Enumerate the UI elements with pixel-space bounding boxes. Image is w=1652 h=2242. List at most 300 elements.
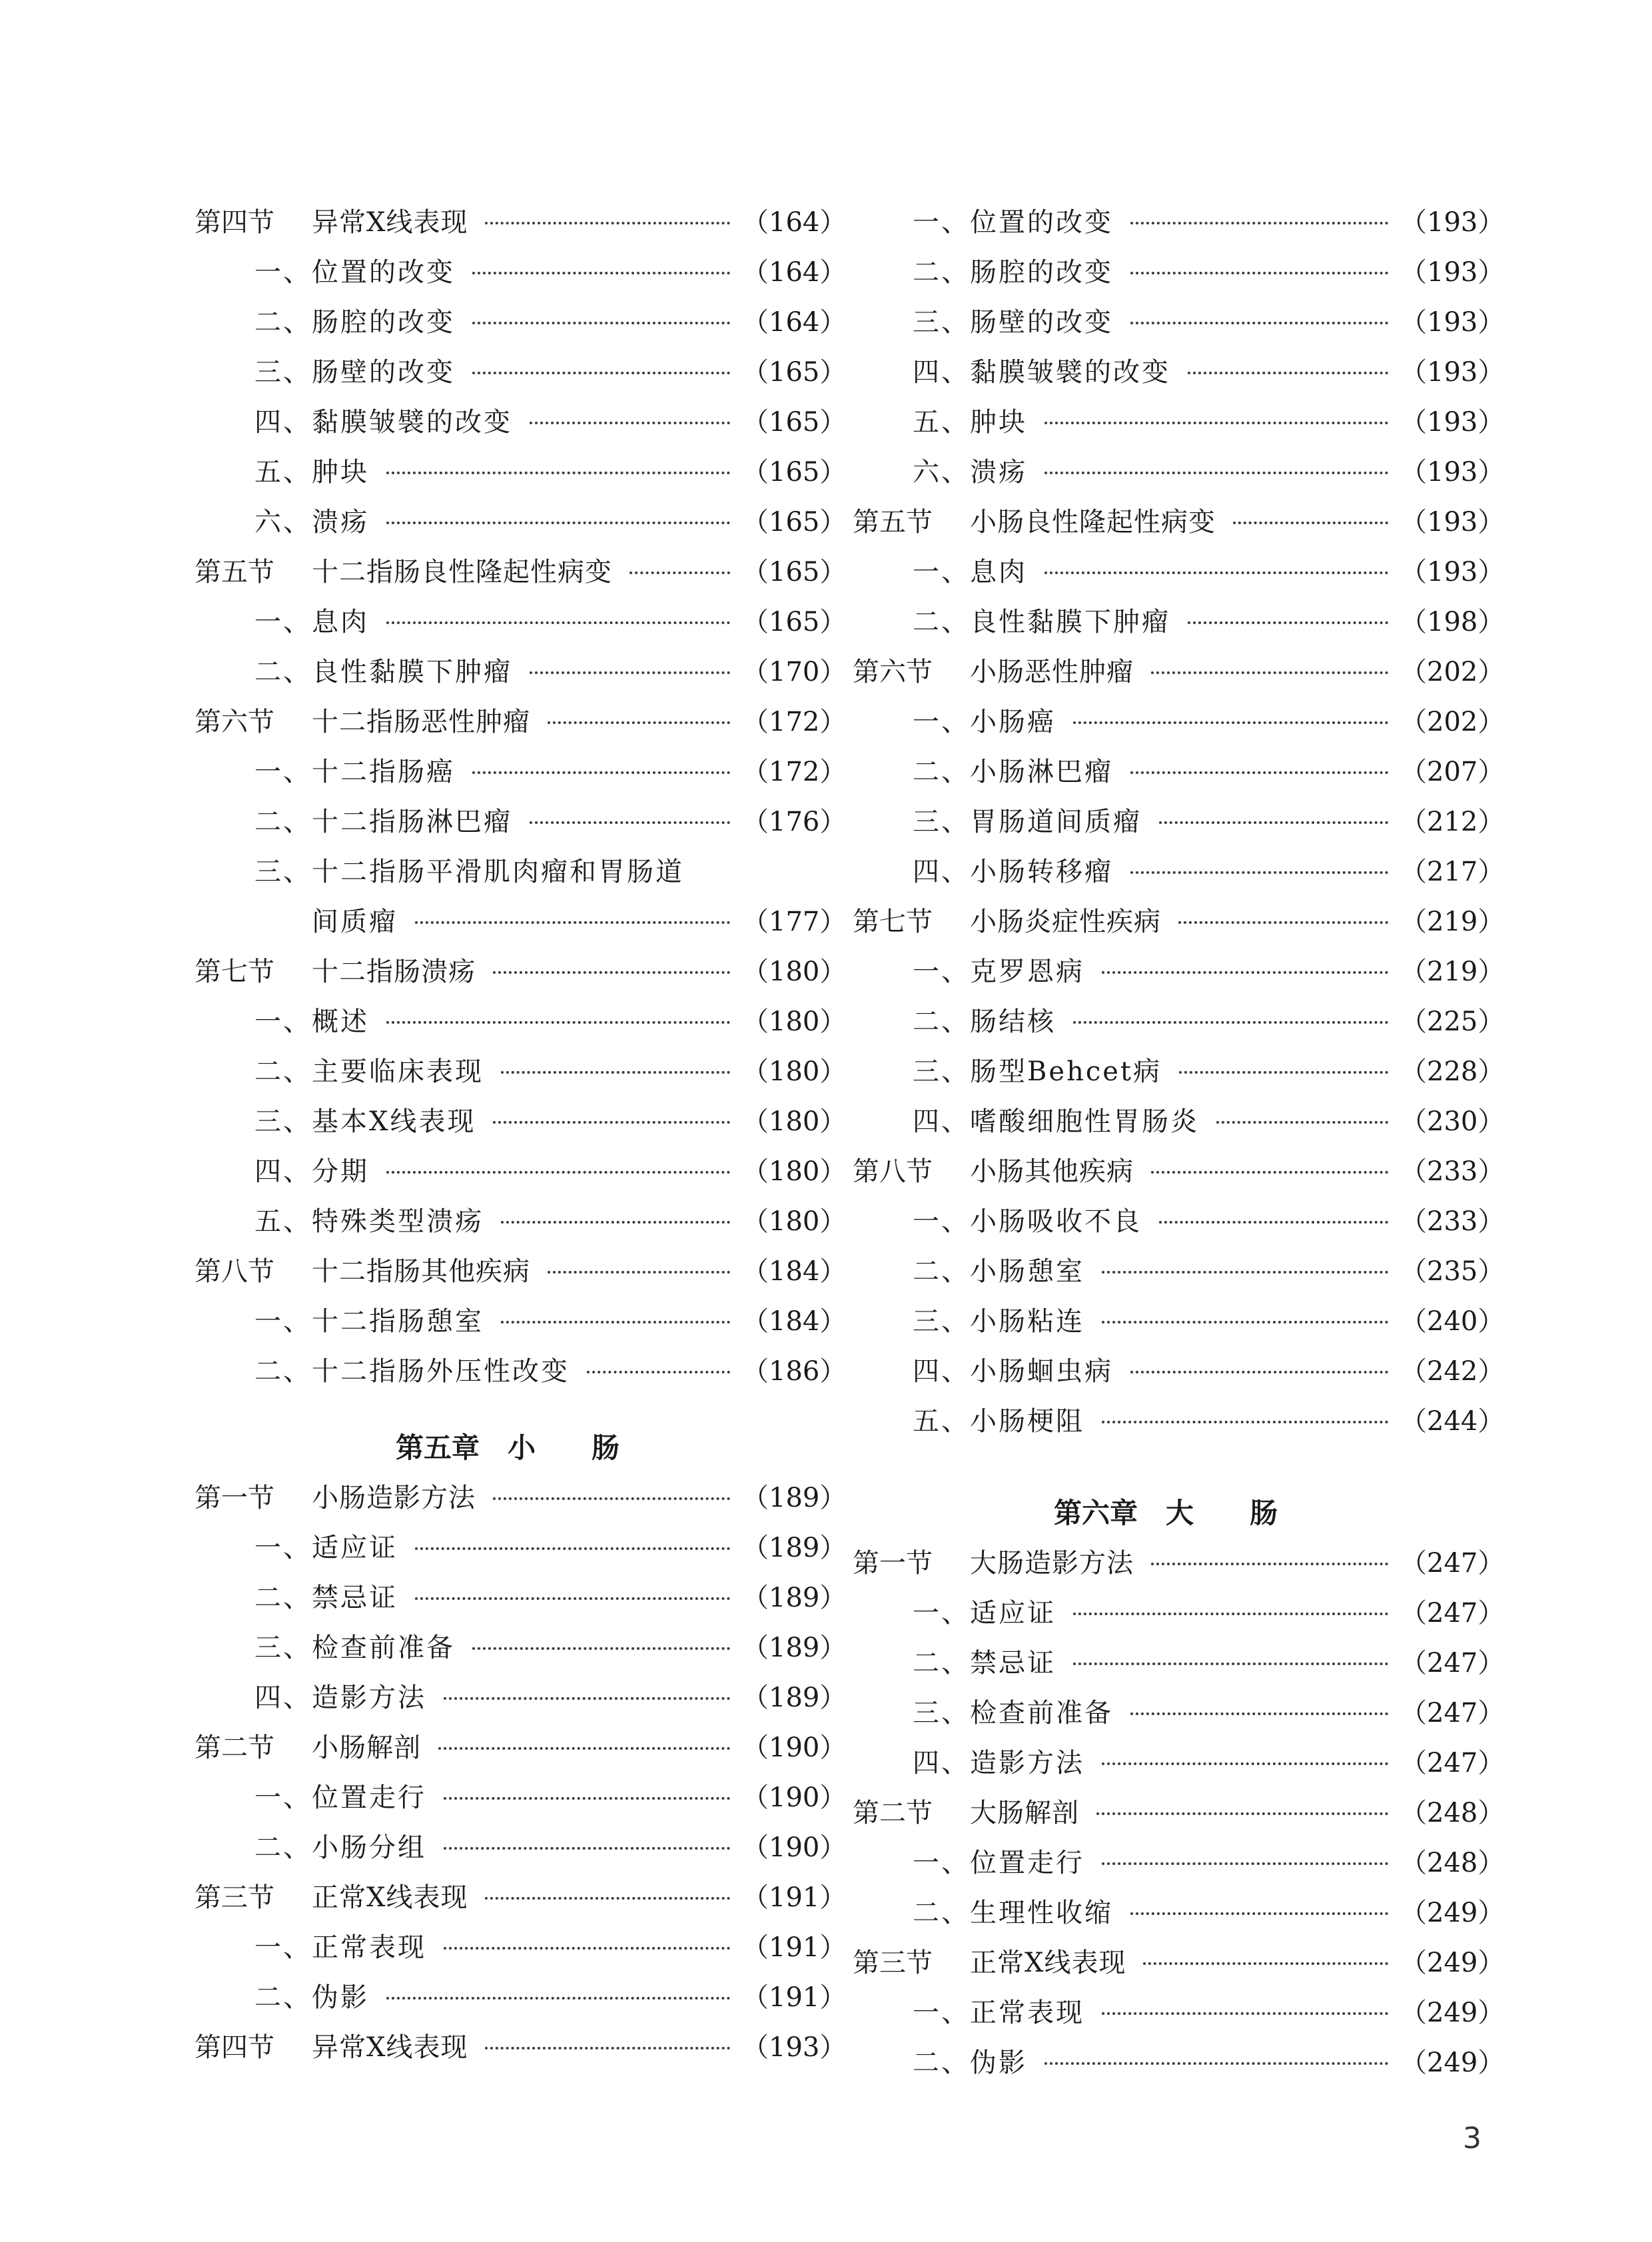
dot-leader — [1130, 222, 1388, 224]
toc-item-entry — [853, 595, 1505, 645]
dot-leader — [548, 721, 730, 724]
section-number: 第五节 — [195, 557, 274, 587]
section-number: 第二节 — [195, 1732, 274, 1763]
entry-title: 四、嗜酸细胞性胃肠炎 — [913, 1106, 1199, 1137]
entry-title: 小肠良性隆起性病变 — [970, 507, 1216, 538]
toc-item-entry — [853, 994, 1505, 1044]
toc-section-entry — [853, 495, 1505, 545]
toc-item-entry — [853, 795, 1505, 845]
page-reference: （189） — [742, 1583, 847, 1613]
entry-title: 大肠造影方法 — [970, 1548, 1134, 1579]
entry-title: 三、检查前准备 — [254, 1633, 455, 1663]
dot-leader — [1130, 771, 1388, 774]
dot-leader — [472, 372, 730, 374]
dot-leader — [587, 1371, 730, 1373]
toc-item-entry — [853, 845, 1505, 895]
dot-leader — [1143, 1962, 1388, 1965]
page-reference: （193） — [742, 2032, 847, 2063]
page-reference: （180） — [742, 1106, 847, 1137]
dot-leader — [1233, 522, 1388, 524]
entry-title: 一、位置走行 — [913, 1848, 1084, 1878]
toc-item-entry — [853, 1294, 1505, 1344]
toc-item-entry — [853, 1886, 1505, 1936]
entry-title: 二、小肠淋巴瘤 — [913, 757, 1113, 787]
dot-leader — [444, 1847, 730, 1850]
entry-title: 大肠解剖 — [970, 1798, 1079, 1828]
toc-item-entry — [853, 1094, 1505, 1144]
entry-title: 三、胃肠道间质瘤 — [913, 807, 1142, 837]
dot-leader — [438, 1747, 730, 1750]
page-reference: （248） — [1400, 1798, 1505, 1828]
entry-title: 三、肠壁的改变 — [913, 307, 1113, 338]
page-reference: （240） — [1400, 1306, 1505, 1337]
toc-item-entry — [853, 545, 1505, 595]
toc-section-entry — [195, 195, 847, 245]
entry-title: 小肠造影方法 — [312, 1483, 476, 1513]
dot-leader — [1178, 921, 1388, 924]
toc-item-entry — [853, 1686, 1505, 1736]
dot-leader — [1102, 971, 1388, 974]
entry-title: 三、肠壁的改变 — [254, 357, 455, 388]
dot-leader — [386, 621, 730, 624]
page-reference: （190） — [742, 1732, 847, 1763]
toc-item-entry — [195, 845, 821, 895]
entry-title: 一、适应证 — [913, 1598, 1056, 1629]
toc-section-entry — [853, 1536, 1505, 1586]
dot-leader — [1130, 1371, 1388, 1373]
page-reference: （247） — [1400, 1698, 1505, 1728]
dot-leader — [1130, 272, 1388, 274]
toc-item-entry — [853, 445, 1505, 495]
entry-title: 十二指肠溃疡 — [312, 956, 476, 987]
entry-title: 异常X线表现 — [312, 207, 468, 238]
spacer — [853, 1444, 1479, 1486]
toc-item-entry — [195, 1621, 847, 1671]
entry-title: 正常X线表现 — [312, 1882, 468, 1913]
entry-title: 一、息肉 — [254, 607, 369, 637]
entry-title: 十二指肠恶性肿瘤 — [312, 707, 530, 737]
section-number: 第三节 — [195, 1882, 274, 1913]
page-reference: （248） — [1400, 1848, 1505, 1878]
entry-title: 二、十二指肠外压性改变 — [254, 1356, 570, 1387]
dot-leader — [1130, 1712, 1388, 1715]
toc-item-entry — [195, 1820, 847, 1870]
dot-leader — [1044, 571, 1388, 574]
dot-leader — [1130, 322, 1388, 324]
toc-left-column — [195, 195, 847, 2070]
page-reference: （165） — [742, 607, 847, 637]
dot-leader — [1179, 1071, 1388, 1074]
dot-leader — [1102, 1421, 1388, 1423]
page-reference: （165） — [742, 357, 847, 388]
dot-leader — [493, 1121, 730, 1124]
entry-title: 十二指肠其他疾病 — [312, 1256, 530, 1287]
entry-title: 异常X线表现 — [312, 2032, 468, 2063]
dot-leader — [1188, 372, 1388, 374]
section-number: 第二节 — [853, 1798, 933, 1828]
dot-leader — [472, 322, 730, 324]
page-reference: （191） — [742, 1882, 847, 1913]
entry-title: 一、概述 — [254, 1006, 369, 1037]
entry-title: 四、黏膜皱襞的改变 — [254, 407, 512, 438]
toc-item-entry — [195, 1194, 847, 1244]
dot-leader — [415, 1597, 730, 1600]
dot-leader — [386, 1171, 730, 1174]
toc-section-entry — [195, 695, 847, 745]
page-reference: （233） — [1400, 1206, 1505, 1237]
toc-item-entry — [195, 795, 847, 845]
dot-leader — [415, 1547, 730, 1550]
page-reference: （165） — [742, 557, 847, 587]
entry-title: 一、克罗恩病 — [913, 956, 1084, 987]
entry-title: 二、良性黏膜下肿瘤 — [913, 607, 1170, 637]
entry-title: 一、适应证 — [254, 1533, 398, 1563]
page-reference: （249） — [1400, 2048, 1505, 2078]
entry-title: 一、正常表现 — [913, 1998, 1084, 2028]
toc-item-entry — [195, 1970, 847, 2020]
page-reference: （249） — [1400, 1948, 1505, 1978]
toc-item-entry — [853, 1586, 1505, 1636]
page-reference: （172） — [742, 757, 847, 787]
entry-title: 五、肿块 — [254, 457, 369, 488]
entry-title: 五、肿块 — [913, 407, 1027, 438]
entry-title: 二、肠腔的改变 — [254, 307, 455, 338]
page-reference: （193） — [1400, 407, 1505, 438]
page-reference: （247） — [1400, 1548, 1505, 1579]
entry-title: 四、小肠蛔虫病 — [913, 1356, 1113, 1387]
dot-leader — [444, 1697, 730, 1700]
page-reference: （165） — [742, 457, 847, 488]
page-reference: （225） — [1400, 1006, 1505, 1037]
page-reference: （249） — [1400, 1998, 1505, 2028]
page-reference: （193） — [1400, 307, 1505, 338]
entry-title: 五、小肠梗阻 — [913, 1406, 1084, 1437]
page-reference: （247） — [1400, 1648, 1505, 1679]
dot-leader — [485, 2047, 730, 2050]
toc-item-entry — [853, 1394, 1505, 1444]
page-reference: （247） — [1400, 1598, 1505, 1629]
dot-leader — [1159, 821, 1388, 824]
toc-item-entry — [853, 1986, 1505, 2036]
dot-leader — [1073, 1021, 1388, 1024]
dot-leader — [1151, 1563, 1388, 1565]
toc-section-entry — [195, 1471, 847, 1521]
toc-item-entry — [195, 595, 847, 645]
page-reference: （180） — [742, 1006, 847, 1037]
dot-leader — [1102, 2012, 1388, 2015]
page-reference: （189） — [742, 1533, 847, 1563]
dot-leader — [1073, 1613, 1388, 1615]
dot-leader — [1130, 871, 1388, 874]
dot-leader — [1130, 1912, 1388, 1915]
section-number: 第一节 — [195, 1483, 274, 1513]
dot-leader — [386, 1997, 730, 2000]
page-reference: （165） — [742, 407, 847, 438]
dot-leader — [415, 921, 730, 924]
toc-item-entry — [853, 295, 1505, 345]
page-reference: （189） — [742, 1682, 847, 1713]
section-number: 第七节 — [195, 956, 274, 987]
toc-item-entry — [195, 445, 847, 495]
dot-leader — [1216, 1121, 1388, 1124]
dot-leader — [493, 1497, 730, 1500]
page-reference: （233） — [1400, 1156, 1505, 1187]
entry-title: 二、禁忌证 — [254, 1583, 398, 1613]
toc-section-entry — [853, 1144, 1505, 1194]
entry-title: 二、生理性收缩 — [913, 1898, 1113, 1928]
page-reference: （164） — [742, 307, 847, 338]
toc-item-entry — [853, 695, 1505, 745]
dot-leader — [472, 272, 730, 274]
entry-title: 三、肠型Behcet病 — [913, 1056, 1162, 1087]
toc-entries-chapter-6 — [853, 1536, 1505, 2085]
section-number: 第四节 — [195, 207, 274, 238]
dot-leader — [1102, 1762, 1388, 1765]
entry-title: 正常X线表现 — [970, 1948, 1126, 1978]
page-reference: （193） — [1400, 257, 1505, 288]
toc-item-entry — [195, 1920, 847, 1970]
toc-item-entry — [195, 1094, 847, 1144]
entry-title: 一、息肉 — [913, 557, 1027, 587]
chapter-heading-6: 第六章 大 肠 — [1053, 1496, 1278, 1529]
page-reference: （191） — [742, 1932, 847, 1963]
toc-section-entry — [195, 1720, 847, 1770]
toc-item-entry — [195, 1144, 847, 1194]
dot-leader — [1044, 2062, 1388, 2065]
page-reference: （219） — [1400, 956, 1505, 987]
entry-title: 一、位置的改变 — [913, 207, 1113, 238]
dot-leader — [472, 771, 730, 774]
page-reference: （202） — [1400, 657, 1505, 687]
entry-title: 二、伪影 — [913, 2048, 1027, 2078]
toc-entries-before-chapter-5 — [195, 195, 847, 1394]
dot-leader — [1096, 1812, 1388, 1815]
page-reference: （177） — [742, 907, 847, 937]
toc-item-entry — [853, 1836, 1505, 1886]
toc-entries-before-chapter-6 — [853, 195, 1505, 1444]
page-reference: （230） — [1400, 1106, 1505, 1137]
entry-title: 一、小肠吸收不良 — [913, 1206, 1142, 1237]
toc-entries-chapter-5 — [195, 1471, 847, 2070]
dot-leader — [472, 1647, 730, 1650]
dot-leader — [1159, 1221, 1388, 1224]
dot-leader — [386, 522, 730, 524]
entry-title: 三、检查前准备 — [913, 1698, 1113, 1728]
entry-title: 小肠解剖 — [312, 1732, 421, 1763]
section-number: 第五节 — [853, 507, 933, 538]
dot-leader — [530, 821, 730, 824]
entry-title: 六、溃疡 — [913, 457, 1027, 488]
toc-item-entry — [853, 245, 1505, 295]
page-reference: （184） — [742, 1256, 847, 1287]
entry-title: 四、黏膜皱襞的改变 — [913, 357, 1170, 388]
page-reference: （212） — [1400, 807, 1505, 837]
toc-section-entry — [195, 1870, 847, 1920]
page-reference: （228） — [1400, 1056, 1505, 1087]
section-number: 第四节 — [195, 2032, 274, 2063]
entry-title: 二、禁忌证 — [913, 1648, 1056, 1679]
dot-leader — [386, 472, 730, 474]
toc-item-entry — [853, 1736, 1505, 1786]
page-reference: （184） — [742, 1306, 847, 1337]
dot-leader — [485, 222, 730, 224]
page-reference: （180） — [742, 1056, 847, 1087]
dot-leader — [501, 1071, 730, 1074]
toc-section-entry — [853, 1936, 1505, 1986]
entry-title: 一、十二指肠憩室 — [254, 1306, 484, 1337]
toc-right-column — [853, 195, 1505, 2085]
spacer — [195, 1394, 821, 1421]
page-reference: （180） — [742, 956, 847, 987]
section-number: 第六节 — [853, 657, 933, 687]
page-reference: （242） — [1400, 1356, 1505, 1387]
toc-section-entry — [853, 645, 1505, 695]
entry-title: 三、基本X线表现 — [254, 1106, 476, 1137]
section-number: 第八节 — [853, 1156, 933, 1187]
dot-leader — [501, 1321, 730, 1323]
page-reference: （180） — [742, 1156, 847, 1187]
page-reference: （198） — [1400, 607, 1505, 637]
toc-item-entry — [195, 1044, 847, 1094]
page-reference: （190） — [742, 1782, 847, 1813]
dot-leader — [1044, 472, 1388, 474]
page-reference: （191） — [742, 1982, 847, 2013]
entry-title: 四、造影方法 — [913, 1748, 1084, 1778]
section-number: 第三节 — [853, 1948, 933, 1978]
toc-item-entry — [195, 1344, 847, 1394]
toc-item-entry — [195, 895, 847, 944]
page-reference: （207） — [1400, 757, 1505, 787]
toc-section-entry — [195, 545, 847, 595]
toc-item-entry — [853, 1194, 1505, 1244]
toc-section-entry — [195, 2020, 847, 2070]
dot-leader — [1073, 721, 1388, 724]
toc-item-entry — [195, 295, 847, 345]
entry-title: 三、小肠粘连 — [913, 1306, 1084, 1337]
section-number: 第一节 — [853, 1548, 933, 1579]
toc-item-entry — [853, 2036, 1505, 2085]
toc-item-entry — [195, 1571, 847, 1621]
toc-item-entry — [853, 745, 1505, 795]
dot-leader — [444, 1797, 730, 1800]
entry-title: 六、溃疡 — [254, 507, 369, 538]
entry-title: 二、肠结核 — [913, 1006, 1056, 1037]
page-reference: （164） — [742, 207, 847, 238]
entry-title: 四、造影方法 — [254, 1682, 426, 1713]
section-number: 第七节 — [853, 907, 933, 937]
toc-item-entry — [195, 1521, 847, 1571]
page-reference: （165） — [742, 507, 847, 538]
entry-title: 一、位置的改变 — [254, 257, 455, 288]
entry-title: 小肠其他疾病 — [970, 1156, 1134, 1187]
page-reference: （180） — [742, 1206, 847, 1237]
entry-title: 二、伪影 — [254, 1982, 369, 2013]
dot-leader — [530, 422, 730, 424]
dot-leader — [1102, 1862, 1388, 1865]
entry-title: 间质瘤 — [312, 907, 398, 937]
toc-section-entry — [195, 944, 847, 994]
toc-item-entry — [853, 395, 1505, 445]
entry-title: 二、主要临床表现 — [254, 1056, 484, 1087]
page-reference: （202） — [1400, 707, 1505, 737]
dot-leader — [1073, 1663, 1388, 1665]
section-number: 第六节 — [195, 707, 274, 737]
entry-title: 一、小肠癌 — [913, 707, 1056, 737]
entry-title: 一、十二指肠癌 — [254, 757, 455, 787]
page-number: 3 — [1463, 2121, 1481, 2155]
page-reference: （193） — [1400, 207, 1505, 238]
entry-title: 小肠炎症性疾病 — [970, 907, 1161, 937]
dot-leader — [444, 1947, 730, 1950]
toc-item-entry — [853, 944, 1505, 994]
entry-title: 二、十二指肠淋巴瘤 — [254, 807, 512, 837]
entry-title: 二、小肠分组 — [254, 1832, 426, 1863]
dot-leader — [1044, 422, 1388, 424]
toc-item-entry — [853, 1244, 1505, 1294]
dot-leader — [629, 571, 730, 574]
entry-title: 一、位置走行 — [254, 1782, 426, 1813]
toc-section-entry — [195, 1244, 847, 1294]
dot-leader — [1151, 671, 1388, 674]
page-reference: （189） — [742, 1483, 847, 1513]
page-reference: （244） — [1400, 1406, 1505, 1437]
toc-item-entry — [195, 1770, 847, 1820]
dot-leader — [1188, 621, 1388, 624]
dot-leader — [501, 1221, 730, 1224]
page-reference: （164） — [742, 257, 847, 288]
toc-item-entry — [195, 245, 847, 295]
entry-title: 四、小肠转移瘤 — [913, 857, 1113, 887]
page-reference: （170） — [742, 657, 847, 687]
dot-leader — [485, 1897, 730, 1900]
page-reference: （193） — [1400, 557, 1505, 587]
toc-item-entry — [195, 495, 847, 545]
page-reference: （217） — [1400, 857, 1505, 887]
entry-title: 二、肠腔的改变 — [913, 257, 1113, 288]
page-reference: （249） — [1400, 1898, 1505, 1928]
toc-item-entry — [853, 1344, 1505, 1394]
toc-item-entry — [195, 745, 847, 795]
page-reference: （190） — [742, 1832, 847, 1863]
entry-title: 四、分期 — [254, 1156, 369, 1187]
entry-title: 三、十二指肠平滑肌肉瘤和胃肠道 — [254, 857, 684, 887]
dot-leader — [1102, 1321, 1388, 1323]
toc-item-entry — [853, 345, 1505, 395]
section-number: 第八节 — [195, 1256, 274, 1287]
page-reference: （189） — [742, 1633, 847, 1663]
toc-item-entry — [195, 395, 847, 445]
page-reference: （186） — [742, 1356, 847, 1387]
dot-leader — [548, 1271, 730, 1274]
toc-section-entry — [853, 1786, 1505, 1836]
toc-item-entry — [195, 1671, 847, 1720]
dot-leader — [386, 1021, 730, 1024]
chapter-heading-5: 第五章 小 肠 — [395, 1431, 620, 1464]
dot-leader — [530, 671, 730, 674]
page-reference: （193） — [1400, 507, 1505, 538]
page-reference: （235） — [1400, 1256, 1505, 1287]
page-reference: （219） — [1400, 907, 1505, 937]
toc-item-entry — [195, 645, 847, 695]
dot-leader — [1102, 1271, 1388, 1274]
entry-title: 五、特殊类型溃疡 — [254, 1206, 484, 1237]
page-reference: （193） — [1400, 357, 1505, 388]
dot-leader — [1151, 1171, 1388, 1174]
toc-item-entry — [195, 1294, 847, 1344]
entry-title: 一、正常表现 — [254, 1932, 426, 1963]
toc-item-entry — [853, 195, 1505, 245]
page-reference: （172） — [742, 707, 847, 737]
